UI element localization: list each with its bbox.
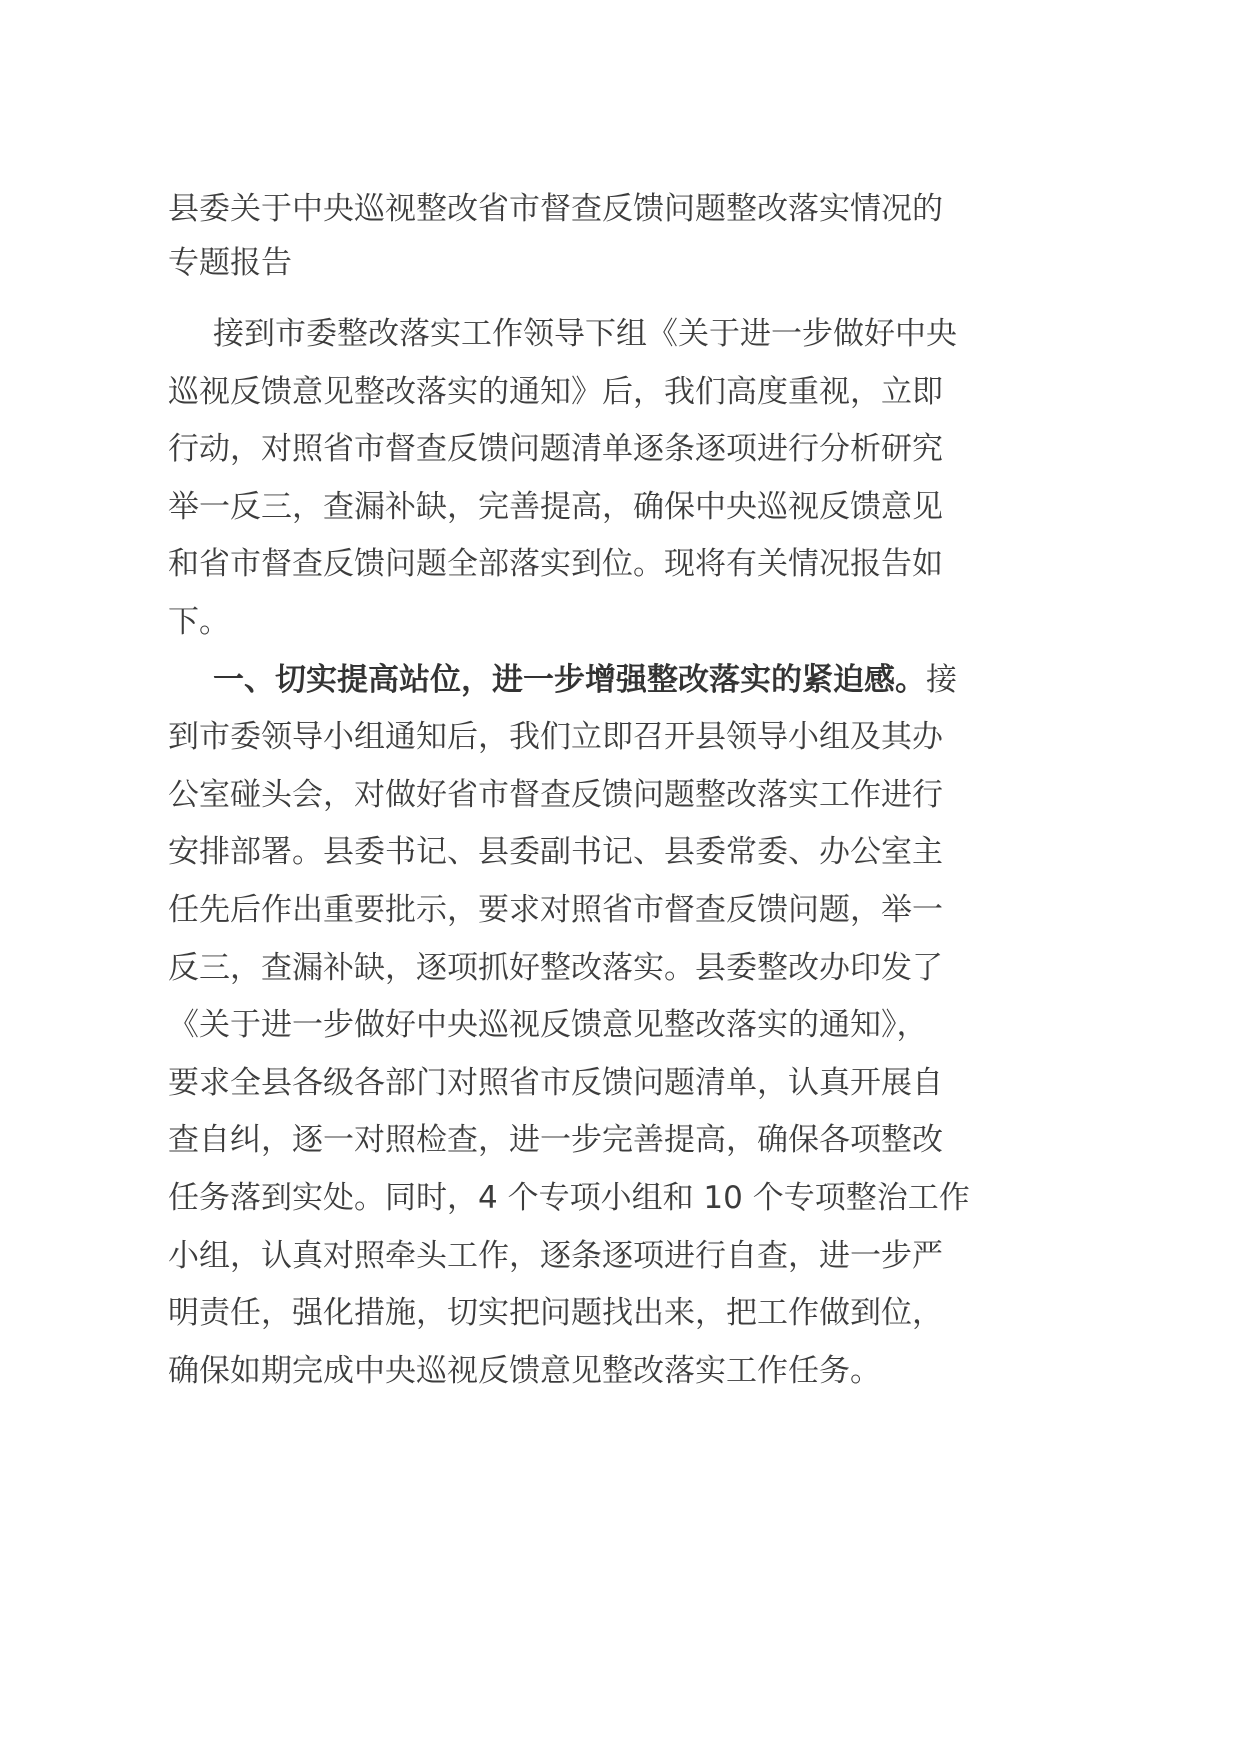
paragraph-line: 行动，对照省市督查反馈问题清单逐条逐项进行分析研究 — [168, 431, 943, 468]
paragraph-line: 反三，查漏补缺，逐项抓好整改落实。县委整改办印发了 — [168, 949, 943, 986]
paragraph-line: 巡视反馈意见整改落实的通知》后，我们高度重视，立即 — [168, 373, 943, 410]
paragraph-line: 举一反三，查漏补缺，完善提高，确保中央巡视反馈意见 — [168, 488, 943, 525]
document-body — [168, 306, 970, 1400]
section-1-paragraph — [168, 652, 970, 1401]
title-line-2: 专题报告 — [168, 245, 292, 281]
paragraph-line: 公室碰头会，对做好省市督查反馈问题整改落实工作进行 — [168, 776, 943, 813]
document-title — [168, 182, 944, 290]
paragraph-line: 安排部署。县委书记、县委副书记、县委常委、办公室主 — [168, 834, 943, 871]
paragraph-line: 小组，认真对照牵头工作，逐条逐项进行自查，进一步严 — [168, 1237, 943, 1274]
paragraph-line: 确保如期完成中央巡视反馈意见整改落实工作任务。 — [168, 1352, 881, 1389]
section-1-heading: 一、切实提高站位，进一步增强整改落实的紧迫感。 — [213, 661, 926, 698]
title-line-1: 县委关于中央巡视整改省市督查反馈问题整改落实情况的 — [168, 191, 943, 227]
paragraph-line: 要求全县各级各部门对照省市反馈问题清单，认真开展自 — [168, 1064, 943, 1101]
intro-paragraph — [168, 306, 957, 652]
section-1-first-line-rest: 接 — [926, 661, 957, 698]
paragraph-line: 下。 — [168, 603, 230, 640]
paragraph-line: 任务落到实处。同时，4 个专项小组和 10 个专项整治工作 — [168, 1179, 970, 1216]
paragraph-line: 查自纠，逐一对照检查，进一步完善提高，确保各项整改 — [168, 1122, 943, 1159]
paragraph-line: 任先后作出重要批示，要求对照省市督查反馈问题，举一 — [168, 891, 943, 928]
paragraph-line: 《关于进一步做好中央巡视反馈意见整改落实的通知》， — [168, 1007, 928, 1044]
paragraph-line: 明责任，强化措施，切实把问题找出来，把工作做到位， — [168, 1295, 943, 1332]
paragraph-line: 到市委领导小组通知后，我们立即召开县领导小组及其办 — [168, 719, 943, 756]
paragraph-line: 和省市督查反馈问题全部落实到位。现将有关情况报告如 — [168, 546, 943, 583]
section-1-first-line — [168, 652, 957, 710]
paragraph-line: 接到市委整改落实工作领导下组《关于进一步做好中央 — [213, 316, 957, 352]
